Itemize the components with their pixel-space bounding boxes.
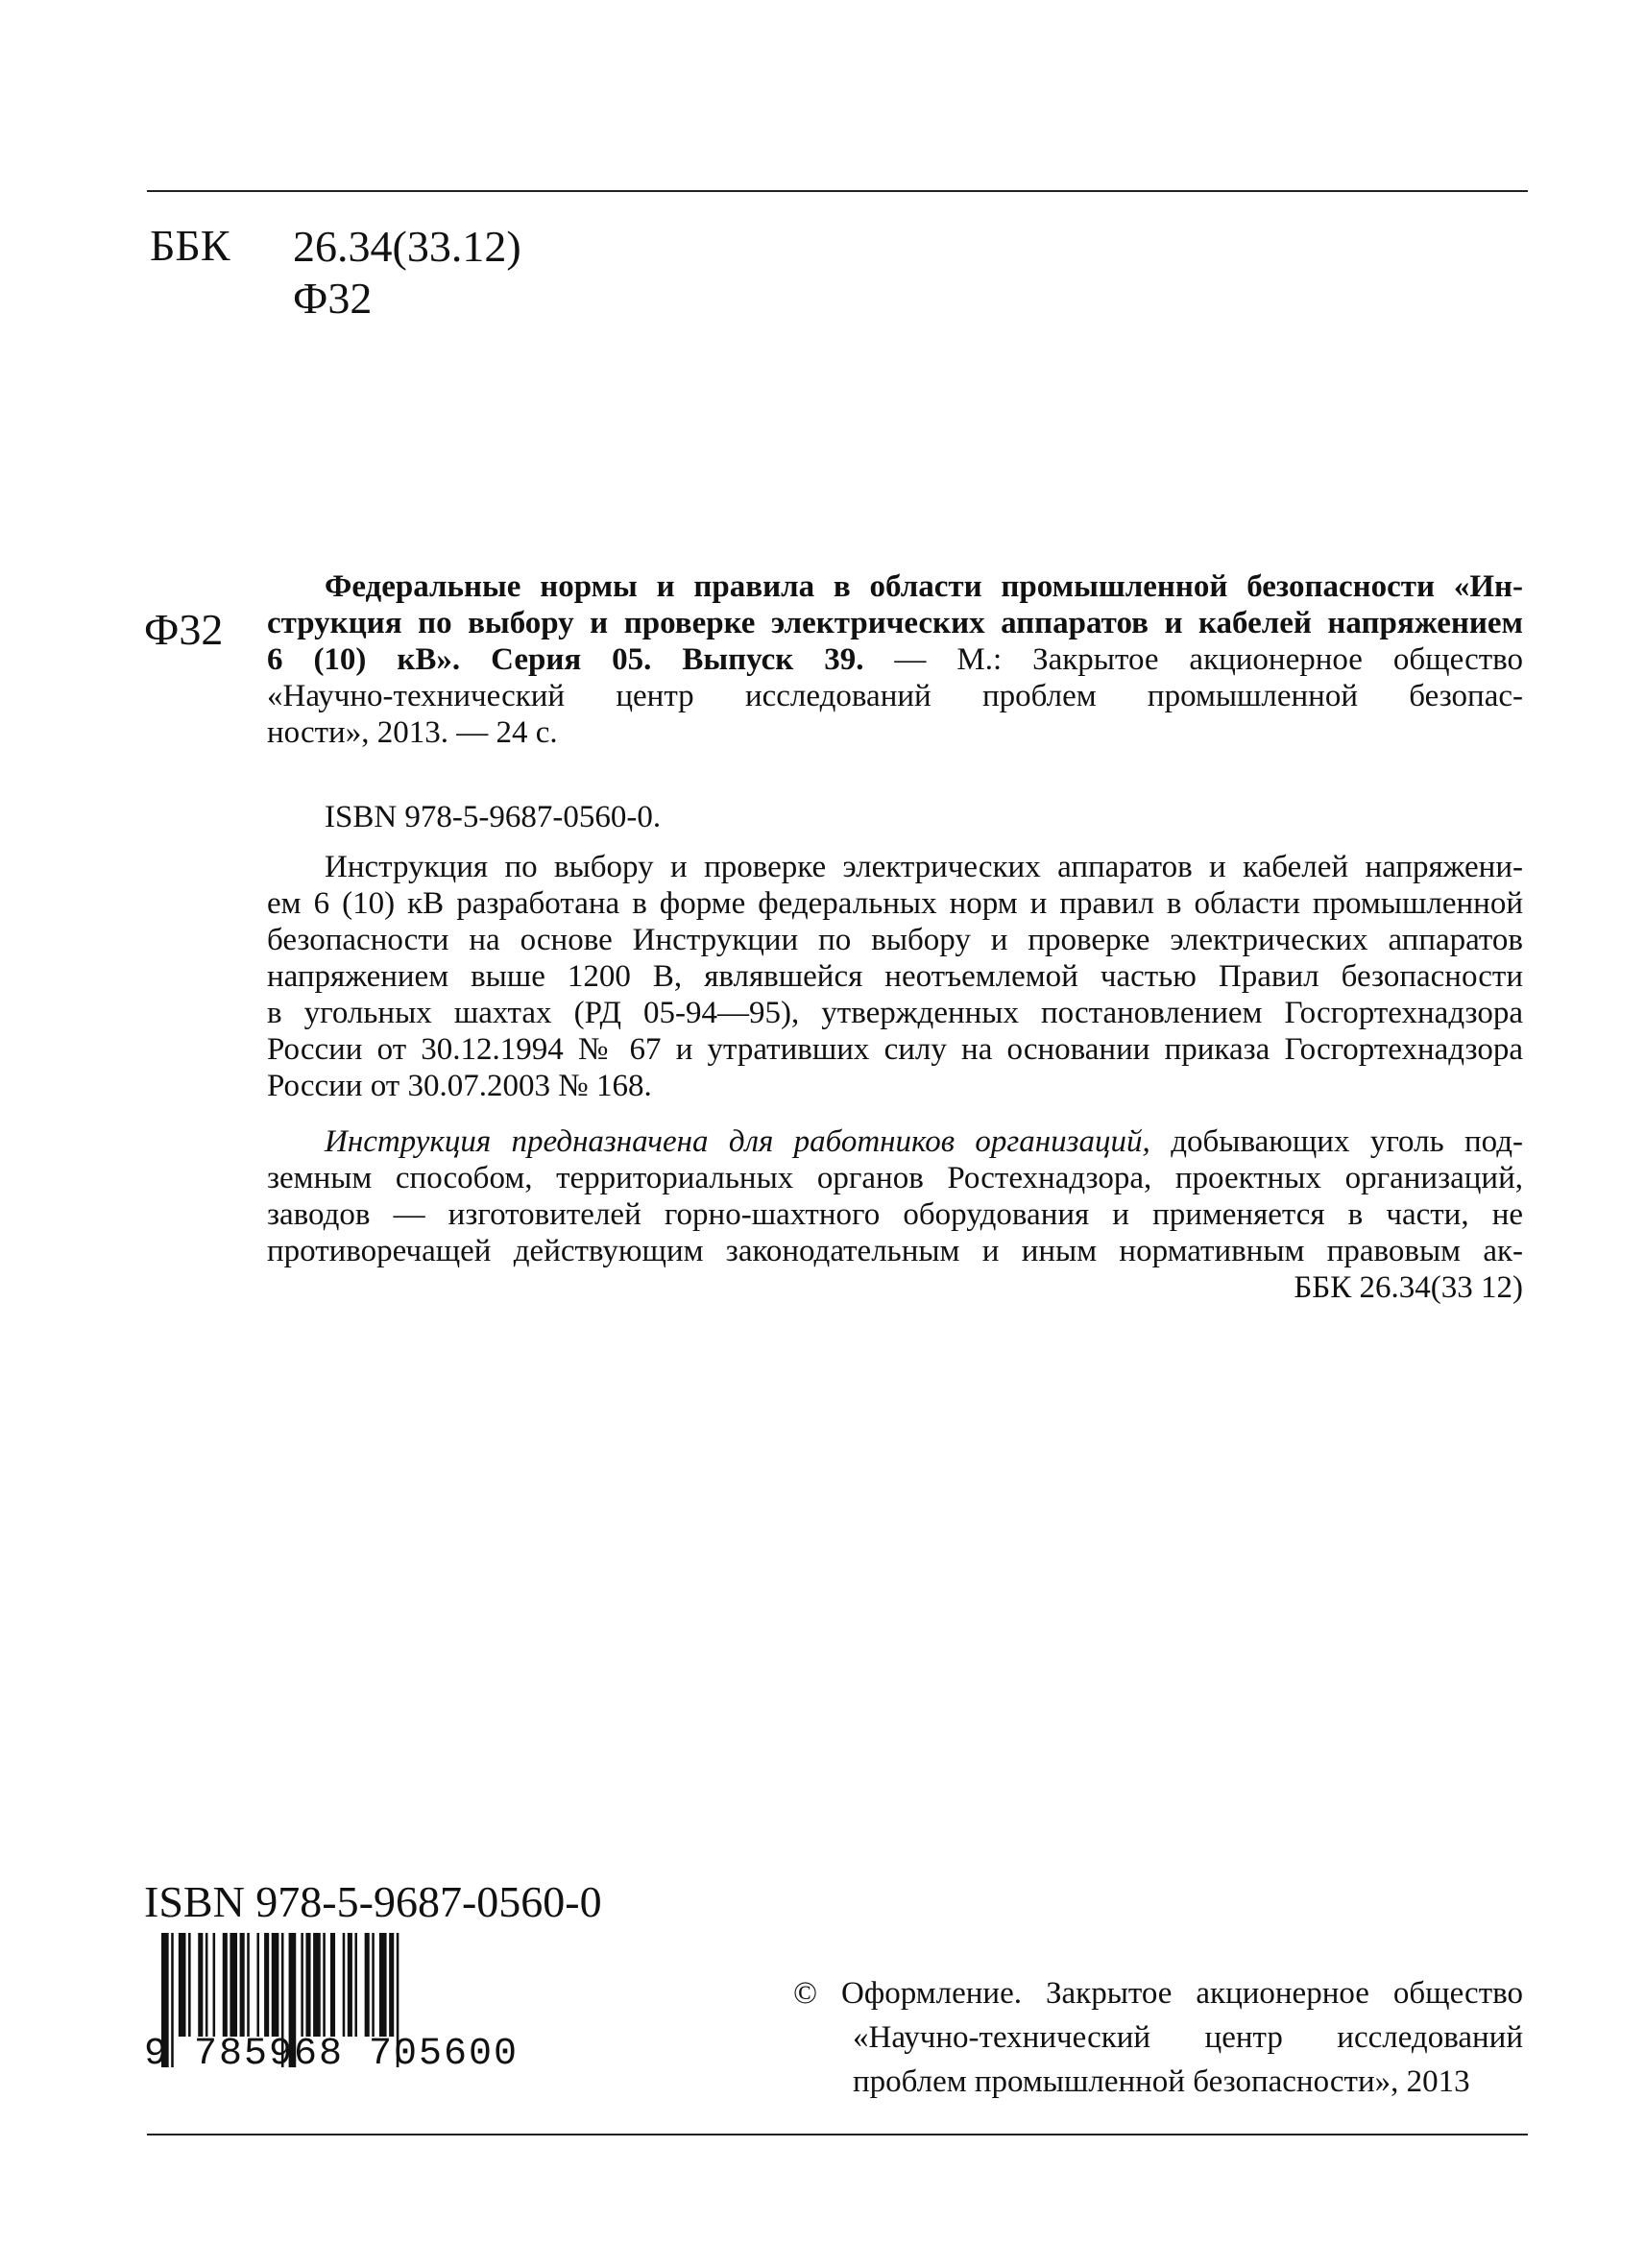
- barcode-bar: [330, 1933, 335, 2037]
- barcode-bar: [223, 1933, 228, 2037]
- description-line: [267, 714, 1523, 751]
- barcode-bar: [179, 1933, 186, 2037]
- barcode-bar: [206, 1933, 208, 2037]
- description-line: [267, 605, 1523, 641]
- barcode-bar: [365, 1933, 370, 2037]
- side-author-mark: Ф32: [144, 605, 224, 654]
- barcode-bar: [313, 1933, 321, 2037]
- barcode-bar: [379, 1933, 387, 2037]
- barcode-bar: [247, 1933, 250, 2037]
- copyright-notice: [793, 1971, 1523, 2104]
- annotation-paragraph-1: [267, 849, 1523, 1104]
- description-line: [267, 568, 1523, 605]
- paragraph-line: безопасности на основе Инструкции по выбору и проверке электрических аппаратов: [267, 923, 1523, 957]
- barcode-bar: [343, 1933, 346, 2037]
- description-bold-text: Федеральные нормы и правила в области промышленной безопасности «Ин-: [325, 569, 1523, 604]
- paragraph-line: России от 30.12.1994 № 67 и утративших силу на основании приказа Госгортехнадзора: [267, 1032, 1523, 1067]
- copyright-line: проблем промышленной безопасности», 2013: [853, 2064, 1470, 2099]
- description-normal-text: ности», 2013. — 24 с.: [267, 715, 558, 750]
- barcode-bar: [240, 1933, 245, 2037]
- bbk-code: 26.34(33.12): [293, 222, 521, 271]
- barcode-bar: [372, 1933, 375, 2037]
- barcode-bar: [264, 1933, 269, 2037]
- isbn-text: ISBN 978-5-9687-0560-0.: [325, 800, 662, 834]
- barcode-bar: [188, 1933, 191, 2037]
- author-mark: Ф32: [293, 274, 373, 323]
- barcode-bar: [272, 1933, 279, 2037]
- description-normal-text: — М.: Закрытое акционерное общество: [863, 642, 1523, 677]
- paragraph-line: ем 6 (10) кВ разработана в форме федеральных норм и правил в области промышленной: [267, 886, 1523, 921]
- bbk-codes: [293, 221, 521, 325]
- barcode-bar: [348, 1933, 352, 2037]
- barcode-bar: [301, 1933, 303, 2037]
- description-line: [267, 641, 1523, 678]
- paragraph-text: добывающих уголь под-: [1149, 1124, 1523, 1159]
- barcode-bar: [256, 1933, 259, 2037]
- barcode-digits: 9 785968 705600: [144, 2033, 520, 2076]
- barcode-bar: [305, 1933, 310, 2037]
- barcode-bar: [198, 1933, 203, 2037]
- barcode-bar: [389, 1933, 394, 2037]
- description-bold-text: 6 (10) кВ». Серия 05. Выпуск 39.: [267, 642, 864, 677]
- barcode-bar: [230, 1933, 237, 2037]
- annotation-paragraph-2: [267, 1123, 1523, 1269]
- barcode-bar: [323, 1933, 326, 2037]
- paragraph-line: [267, 1123, 1523, 1160]
- barcode-bar: [213, 1933, 216, 2037]
- paragraph-line: противоречащей действующим законодательным и иным нормативным правовым ак-: [267, 1234, 1523, 1268]
- paragraph-line: Инструкция по выбору и проверке электрических аппаратов и кабелей напряжени-: [325, 850, 1523, 884]
- description-normal-text: «Научно-технический центр исследований проблем промышленной безопас-: [267, 679, 1523, 713]
- bbk-label: ББК: [150, 221, 230, 270]
- top-rule: [147, 190, 1528, 192]
- barcode-isbn-label: ISBN 978-5-9687-0560-0: [144, 1877, 602, 1926]
- paragraph-line: в угольных шахтах (РД 05-94—95), утвержденных постановлением Госгортехнадзора: [267, 996, 1523, 1030]
- paragraph-line: заводов — изготовителей горно-шахтного оборудования и применяется в части, не: [267, 1197, 1523, 1232]
- italic-lead-text: Инструкция предназначена для работников организаций,: [325, 1124, 1150, 1159]
- bbk-footer-code: ББК 26.34(33 12): [1294, 1270, 1523, 1305]
- barcode-bar: [354, 1933, 357, 2037]
- bottom-rule: [147, 2134, 1528, 2135]
- paragraph-line: земным способом, территориальных органов Ростехнадзора, проектных организаций,: [267, 1161, 1523, 1195]
- paragraph-line: напряжением выше 1200 В, являвшейся неотъемлемой частью Правил безопасности: [267, 959, 1523, 994]
- bibliographic-description: [267, 568, 1523, 751]
- paragraph-line: России от 30.07.2003 № 168.: [267, 1069, 652, 1103]
- copyright-line: «Научно-технический центр исследований: [853, 2020, 1523, 2055]
- description-line: [267, 678, 1523, 714]
- copyright-line: © Оформление. Закрытое акционерное общество: [793, 1976, 1523, 2011]
- description-bold-text: струкция по выбору и проверке электрических аппаратов и кабелей напряжением: [267, 606, 1523, 640]
